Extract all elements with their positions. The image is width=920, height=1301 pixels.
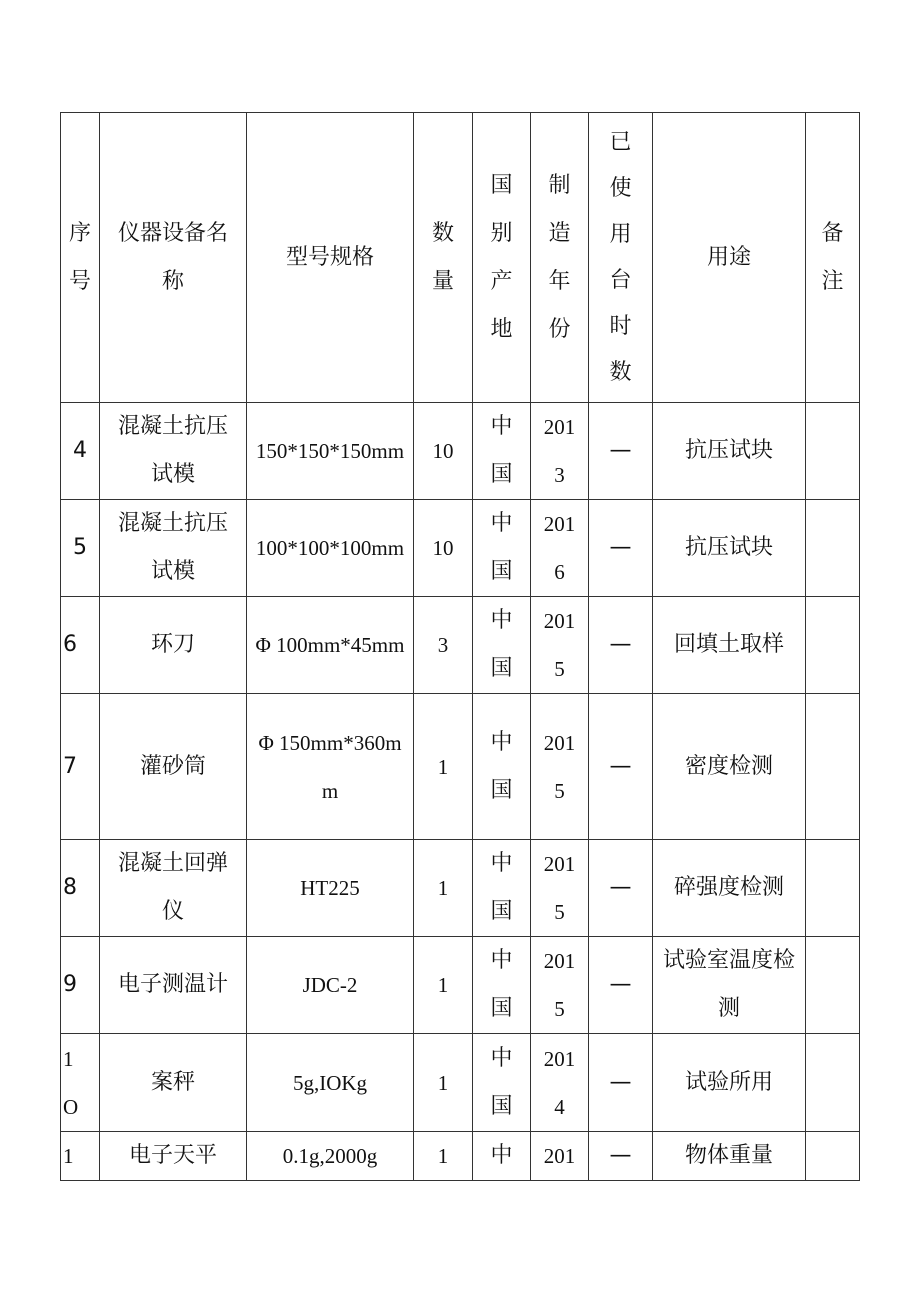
header-name: 仪器设备名称 <box>100 113 247 403</box>
cell-name: 混凝土回弹仪 <box>100 840 247 937</box>
table-row <box>61 694 860 840</box>
header-qty: 数量 <box>414 113 473 403</box>
cell-origin: 中国 <box>473 597 531 694</box>
cell-note <box>806 937 860 1034</box>
cell-origin: 中国 <box>473 1034 531 1132</box>
cell-no: 6 <box>61 597 100 694</box>
cell-model: Φ 100mm*45mm <box>247 597 414 694</box>
cell-year: 2015 <box>531 597 589 694</box>
cell-origin: 中国 <box>473 694 531 840</box>
cell-use: 抗压试块 <box>653 403 806 500</box>
table-row <box>61 403 860 500</box>
cell-note <box>806 1034 860 1132</box>
header-use: 用途 <box>653 113 806 403</box>
cell-model: 0.1g,2000g <box>247 1132 414 1181</box>
cell-qty: 1 <box>414 694 473 840</box>
cell-qty: 1 <box>414 1132 473 1181</box>
cell-qty: 3 <box>414 597 473 694</box>
cell-hours: — <box>589 500 653 597</box>
cell-hours: — <box>589 937 653 1034</box>
cell-model: HT225 <box>247 840 414 937</box>
table-row <box>61 1132 860 1181</box>
cell-name: 灌砂筒 <box>100 694 247 840</box>
cell-name: 电子测温计 <box>100 937 247 1034</box>
cell-no: 8 <box>61 840 100 937</box>
cell-name: 案秤 <box>100 1034 247 1132</box>
cell-origin: 中 <box>473 1132 531 1181</box>
cell-origin: 中国 <box>473 403 531 500</box>
cell-no: 7 <box>61 694 100 840</box>
cell-hours: — <box>589 403 653 500</box>
cell-note <box>806 500 860 597</box>
cell-model: 5g,IOKg <box>247 1034 414 1132</box>
cell-model: 150*150*150mm <box>247 403 414 500</box>
cell-hours: — <box>589 1034 653 1132</box>
cell-note <box>806 403 860 500</box>
cell-name: 混凝土抗压试模 <box>100 500 247 597</box>
table-row <box>61 840 860 937</box>
cell-use: 试验所用 <box>653 1034 806 1132</box>
cell-hours: — <box>589 1132 653 1181</box>
cell-model: 100*100*100mm <box>247 500 414 597</box>
cell-use: 密度检测 <box>653 694 806 840</box>
cell-use: 物体重量 <box>653 1132 806 1181</box>
cell-hours: — <box>589 597 653 694</box>
header-no: 序号 <box>61 113 100 403</box>
header-origin: 国别产地 <box>473 113 531 403</box>
table-body <box>61 403 860 1181</box>
cell-qty: 10 <box>414 500 473 597</box>
header-note: 备注 <box>806 113 860 403</box>
cell-name: 电子天平 <box>100 1132 247 1181</box>
cell-no: 5 <box>61 500 100 597</box>
cell-qty: 1 <box>414 840 473 937</box>
cell-year: 2015 <box>531 694 589 840</box>
cell-origin: 中国 <box>473 937 531 1034</box>
header-row <box>61 113 860 403</box>
header-model: 型号规格 <box>247 113 414 403</box>
cell-no: 4 <box>61 403 100 500</box>
cell-note <box>806 694 860 840</box>
cell-use: 碎强度检测 <box>653 840 806 937</box>
equipment-table <box>60 112 860 1181</box>
cell-qty: 1 <box>414 937 473 1034</box>
cell-origin: 中国 <box>473 840 531 937</box>
cell-name: 环刀 <box>100 597 247 694</box>
cell-year: 2013 <box>531 403 589 500</box>
cell-no: 1O <box>61 1034 100 1132</box>
cell-qty: 1 <box>414 1034 473 1132</box>
table-row <box>61 500 860 597</box>
cell-year: 201 <box>531 1132 589 1181</box>
table-row <box>61 597 860 694</box>
cell-no: 1 <box>61 1132 100 1181</box>
cell-model: JDC-2 <box>247 937 414 1034</box>
cell-use: 回填土取样 <box>653 597 806 694</box>
cell-use: 试验室温度检测 <box>653 937 806 1034</box>
cell-year: 2015 <box>531 840 589 937</box>
cell-hours: — <box>589 694 653 840</box>
cell-hours: — <box>589 840 653 937</box>
cell-note <box>806 1132 860 1181</box>
cell-year: 2016 <box>531 500 589 597</box>
cell-model: Φ 150mm*360mm <box>247 694 414 840</box>
cell-qty: 10 <box>414 403 473 500</box>
cell-year: 2015 <box>531 937 589 1034</box>
cell-year: 2014 <box>531 1034 589 1132</box>
cell-use: 抗压试块 <box>653 500 806 597</box>
cell-note <box>806 597 860 694</box>
cell-origin: 中国 <box>473 500 531 597</box>
cell-name: 混凝土抗压试模 <box>100 403 247 500</box>
cell-note <box>806 840 860 937</box>
header-hours: 已使用台时数 <box>589 113 653 403</box>
cell-no: 9 <box>61 937 100 1034</box>
table-row <box>61 1034 860 1132</box>
table-row <box>61 937 860 1034</box>
header-year: 制造年份 <box>531 113 589 403</box>
